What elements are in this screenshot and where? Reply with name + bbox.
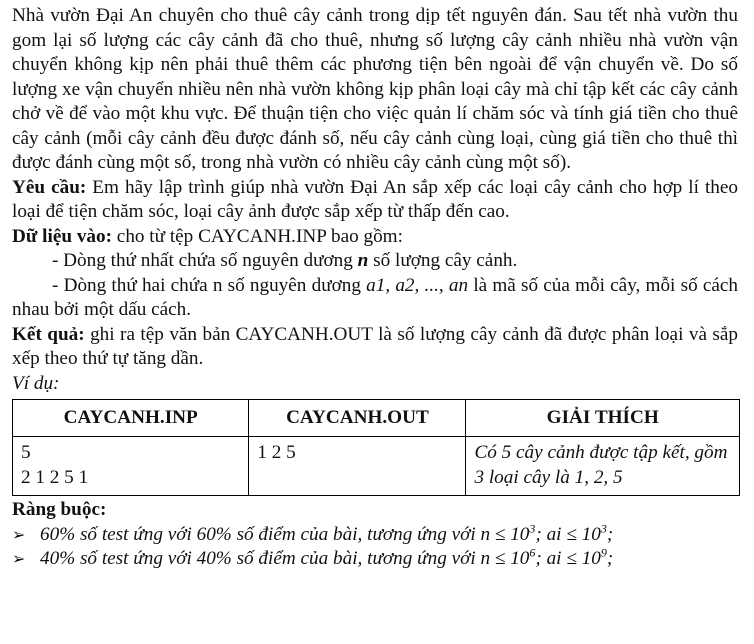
requirement-label: Yêu cầu: bbox=[12, 176, 87, 198]
input-text: cho từ tệp CAYCANH.INP bao gồm: bbox=[112, 225, 403, 247]
constraint-item bbox=[12, 547, 738, 572]
requirement-paragraph bbox=[12, 176, 738, 225]
header-explain: GIẢI THÍCH bbox=[466, 400, 740, 437]
arrow-icon: ➢ bbox=[12, 524, 26, 544]
constraint-text: 60% số test ứng với 60% số điểm của bài, tương ứng với n ≤ 10 bbox=[40, 523, 530, 545]
arrow-icon: ➢ bbox=[12, 549, 26, 568]
intro-paragraph: Nhà vườn Đại An chuyên cho thuê cây cảnh trong dịp tết nguyên đán. Sau tết nhà vườn thu gom lại số lượng các cây cảnh đã cho thuê, nhưng số lượng cây cảnh nhiều nhà vườn vận chuyển không kịp nên phải thuê thêm các phương tiện bên ngoài để vận chuyển về. Do số lượng xe vận chuyển nhiều nên nhà vườn không kịp phân loại cây mà chỉ tập kết các cây cảnh chở về để vào một khu vực. Để thuận tiện cho việc quản lí chăm sóc và tính giá tiền cho thuê cây cảnh (mỗi cây cảnh đều được đánh số, nếu cây cảnh cùng loại, cùng giá tiền cho thuê thì được đánh cùng một số, trong nhà vườn có nhiều cây cảnh cùng một số). bbox=[12, 5, 738, 173]
constraint-mid: ; ai ≤ 10 bbox=[535, 548, 601, 569]
input-line-2-text: - Dòng thứ hai chứa n số nguyên dương bbox=[52, 274, 367, 296]
cell-out: 1 2 5 bbox=[249, 437, 466, 496]
input-line-2 bbox=[12, 274, 738, 323]
cell-explain: Có 5 cây cảnh được tập kết, gồm 3 loại cây là 1, 2, 5 bbox=[466, 437, 740, 496]
input-paragraph bbox=[12, 225, 738, 250]
constraint-text: 40% số test ứng với 40% số điểm của bài, tương ứng với n ≤ 10 bbox=[40, 548, 530, 569]
constraint-a-exp: 9 bbox=[600, 545, 607, 560]
input-label: Dữ liệu vào: bbox=[12, 225, 112, 247]
example-table bbox=[12, 399, 740, 496]
example-table-header bbox=[13, 400, 740, 437]
constraints-label bbox=[12, 498, 738, 523]
constraints-label-text: Ràng buộc: bbox=[12, 499, 107, 520]
example-label: Ví dụ: bbox=[12, 372, 60, 394]
constraint-end: ; bbox=[606, 523, 614, 545]
constraint-a-exp: 3 bbox=[600, 521, 607, 536]
output-paragraph bbox=[12, 323, 738, 372]
input-line-1-tail: số lượng cây cảnh. bbox=[368, 250, 518, 271]
constraint-end: ; bbox=[606, 548, 614, 569]
input-line-2-tail: là mã số của mỗi cây, mỗi số cách nhau bởi một dấu cách. bbox=[12, 274, 739, 320]
constraint-n-exp: 6 bbox=[529, 545, 536, 560]
output-text: ghi ra tệp văn bản CAYCANH.OUT là số lượng cây cảnh đã được phân loại và sắp xếp theo thứ tự tăng dần. bbox=[12, 323, 739, 369]
requirement-text: Em hãy lập trình giúp nhà vườn Đại An sắp xếp các loại cây cảnh cho hợp lí theo loại để tiện chăm sóc, loại cây ảnh được sắp xếp từ thấp đến cao. bbox=[12, 176, 738, 222]
input-line-1 bbox=[12, 249, 738, 274]
output-label: Kết quả: bbox=[12, 323, 85, 345]
header-inp: CAYCANH.INP bbox=[13, 400, 249, 437]
input-line-1-text: - Dòng thứ nhất chứa số nguyên dương bbox=[52, 250, 358, 271]
constraint-item bbox=[12, 523, 738, 548]
cell-inp: 5 2 1 2 5 1 bbox=[13, 437, 249, 496]
example-table-row bbox=[13, 437, 740, 496]
constraint-mid: ; ai ≤ 10 bbox=[535, 523, 601, 545]
header-out: CAYCANH.OUT bbox=[249, 400, 466, 437]
constraints-list bbox=[12, 523, 738, 572]
constraint-n-exp: 3 bbox=[529, 521, 536, 536]
input-vars-a: a1, a2, ..., an bbox=[366, 274, 469, 296]
input-var-n: n bbox=[357, 250, 369, 271]
